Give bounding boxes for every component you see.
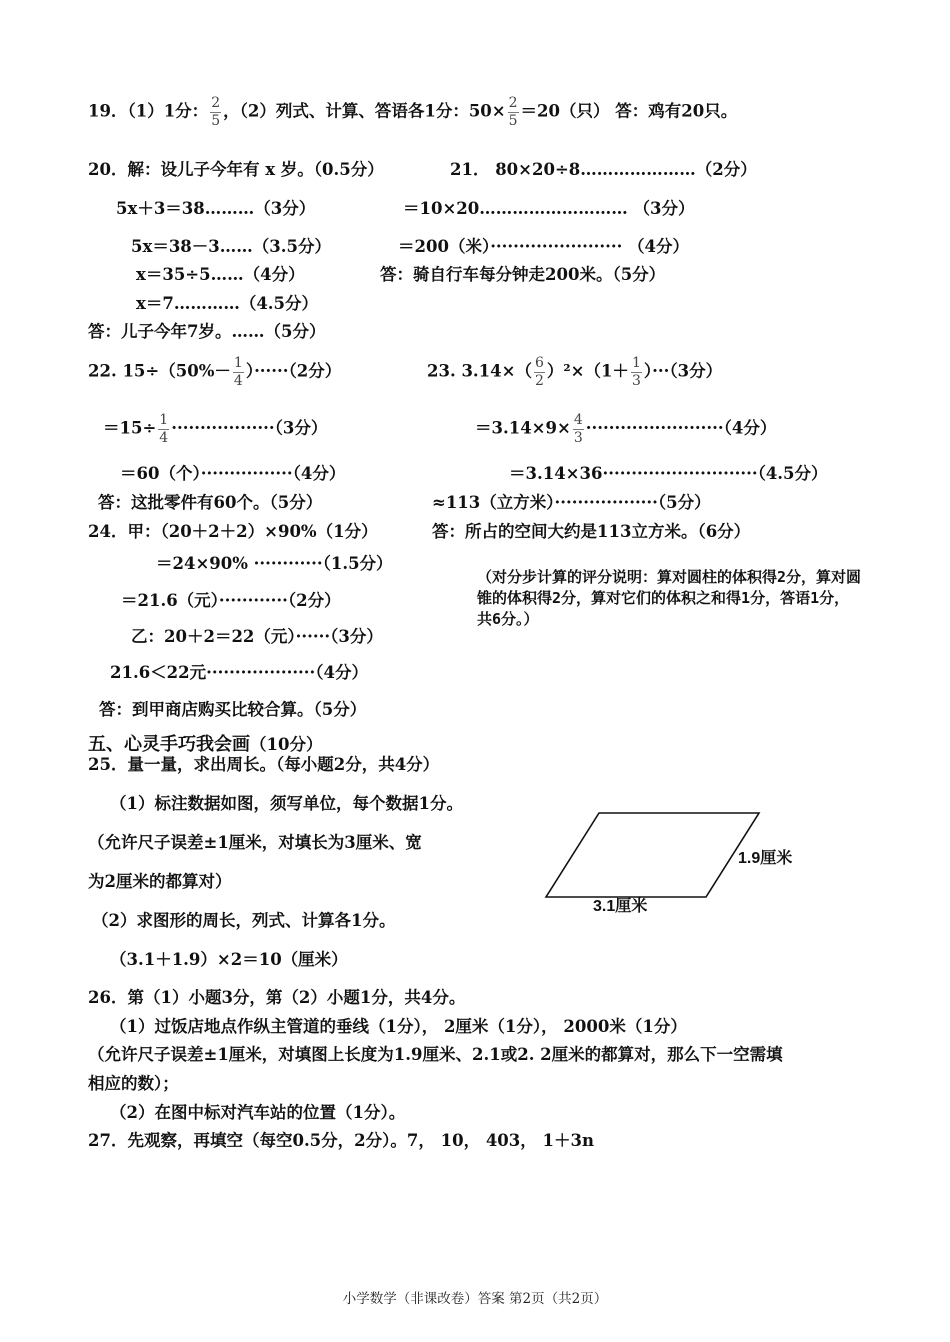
q22-line-3: ＝60（个）················（4分） <box>120 464 346 483</box>
q23-answer: 答：所占的空间大约是113立方米。（6分） <box>432 522 751 541</box>
q23-line-2-start: ＝3.14×9× <box>475 418 571 438</box>
q23-line-1-start: 23. 3.14×（ <box>427 361 532 381</box>
q24-line-2: ＝24×90% ············（1.5分） <box>156 554 393 573</box>
q25-line-1: 25．量一量，求出周长。（每小题2分，共4分） <box>88 755 440 774</box>
parallelogram-shape <box>546 813 759 897</box>
q23-line-2 <box>475 413 776 445</box>
section-5-title: 五、心灵手巧我会画 <box>88 734 250 755</box>
q19-line <box>88 96 737 128</box>
q25-line-6: （3.1＋1.9）×2＝10（厘米） <box>110 950 348 969</box>
q20-line-5: x＝7…………（4.5分） <box>136 294 319 313</box>
q25-line-5: （2）求图形的周长，列式、计算各1分。 <box>92 911 396 930</box>
q19-fraction-1: $\frac{2}{5}$ <box>211 95 221 129</box>
q20-answer: 答：儿子今年7岁。……（5分） <box>88 322 326 341</box>
q19-part2: ，（2）列式、计算、答语各1分：50× <box>223 101 506 121</box>
q21-answer: 答：骑自行车每分钟走200米。（5分） <box>380 265 666 284</box>
q20-line-4: x＝35÷5……（4分） <box>136 265 305 284</box>
q20-line-3: 5x＝38－3……（3.5分） <box>131 237 331 256</box>
q19-fraction-2: $\frac{2}{5}$ <box>508 95 518 129</box>
q24-answer: 答：到甲商店购买比较合算。（5分） <box>99 700 367 719</box>
q23-line-1-middle: ）²×（1＋ <box>546 361 629 381</box>
q20-line-1: 20．解：设儿子今年有 x 岁。（0.5分） <box>88 160 384 179</box>
q23-fraction-2: $\frac{1}{3}$ <box>631 355 641 389</box>
q23-fraction-1: $\frac{6}{2}$ <box>534 355 544 389</box>
q24-line-3: ＝21.6（元）············（2分） <box>121 591 341 610</box>
q23-line-3: ＝3.14×36···························（4.5分） <box>509 464 828 483</box>
q24-line-1: 24．甲：（20＋2＋2）×90%（1分） <box>88 522 378 541</box>
section-5-heading <box>88 730 322 756</box>
q21-line-3: ＝200（米）······················· （4分） <box>398 237 690 256</box>
q24-line-5: 21.6＜22元···················（4分） <box>110 663 369 682</box>
q26-line-3: （允许尺子误差±1厘米，对填图上长度为1.9厘米、2.1或2. 2厘米的都算对，那么下一空需填 <box>88 1045 783 1064</box>
q22-fraction-2: $\frac{1}{4}$ <box>159 412 169 446</box>
q26-line-1: 26．第（1）小题3分，第（2）小题1分，共4分。 <box>88 988 466 1007</box>
q21-line-2: ＝10×20……………………… （3分） <box>403 199 695 218</box>
q23-line-2-end: ························（4分） <box>585 418 777 438</box>
q21-line-1: 21． 80×20÷8…………………（2分） <box>450 160 757 179</box>
q22-line-2-end: ··················（3分） <box>171 418 328 438</box>
q26-line-2: （1）过饭店地点作纵主管道的垂线（1分）， 2厘米（1分）， 2000米（1分） <box>110 1017 687 1036</box>
q22-line-1 <box>88 356 341 388</box>
q23-scoring-note: （对分步计算的评分说明：算对圆柱的体积得2分，算对圆锥的体积得2分，算对它们的体积之和得1分，答语1分，共6分。） <box>477 568 862 628</box>
q27-line-1: 27．先观察，再填空（每空0.5分，2分）。7， 10， 403， 1＋3n <box>88 1131 594 1150</box>
q23-fraction-3: $\frac{4}{3}$ <box>573 412 583 446</box>
q22-line-2-start: ＝15÷ <box>103 418 157 438</box>
q26-line-5: （2）在图中标对汽车站的位置（1分）。 <box>110 1103 406 1122</box>
q22-line-1-end: ）······（2分） <box>245 361 342 381</box>
page-footer: 小学数学（非课改卷）答案 第2页（共2页） <box>342 1291 608 1307</box>
q22-line-1-start: 22. 15÷（50%－ <box>88 361 231 381</box>
q25-line-4: 为2厘米的都算对） <box>88 872 232 891</box>
q19-part1: 19．（1）1分： <box>88 101 209 121</box>
q22-fraction-1: $\frac{1}{4}$ <box>233 355 243 389</box>
q24-line-4: 乙：20＋2＝22（元）······（3分） <box>131 627 383 646</box>
q23-line-4: ≈113（立方米）··················（5分） <box>432 493 711 512</box>
section-5-points: （10分） <box>250 735 323 754</box>
q25-line-2: （1）标注数据如图，须写单位，每个数据1分。 <box>110 794 463 813</box>
q22-line-2 <box>103 413 327 445</box>
q22-answer: 答：这批零件有60个。（5分） <box>98 493 323 512</box>
q25-line-3: （允许尺子误差±1厘米，对填长为3厘米、宽 <box>88 833 422 852</box>
q23-line-1 <box>427 356 722 388</box>
parallelogram-base-label: 3.1厘米 <box>593 898 648 915</box>
q20-line-2: 5x＋3＝38………（3分） <box>116 199 316 218</box>
q26-line-4: 相应的数）； <box>88 1074 179 1093</box>
parallelogram-side-label: 1.9厘米 <box>738 850 793 867</box>
q23-line-1-end: ）···（3分） <box>643 361 723 381</box>
q19-part3: ＝20（只） 答：鸡有20只。 <box>520 101 738 121</box>
